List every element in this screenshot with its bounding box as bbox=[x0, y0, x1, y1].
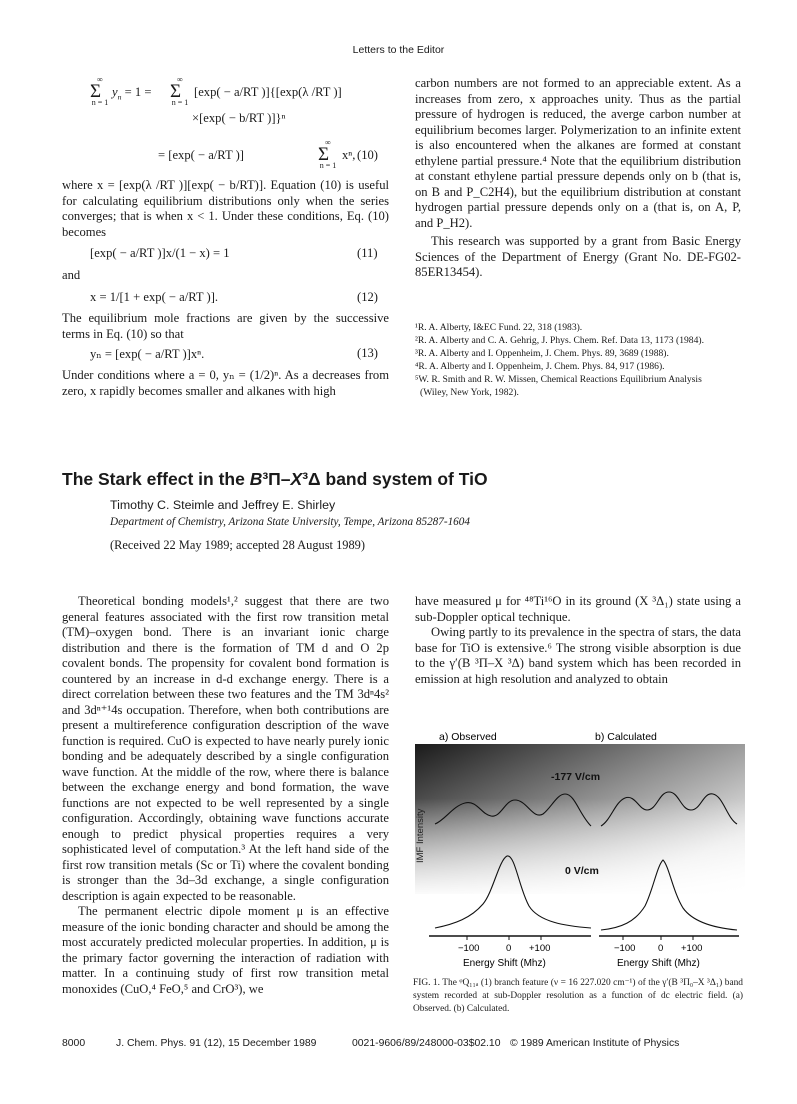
figure-1 bbox=[405, 728, 745, 973]
x-tick-label: +100 bbox=[529, 943, 551, 954]
sum-upper-limit: ∞ bbox=[97, 75, 103, 84]
equation-number: (12) bbox=[357, 290, 378, 304]
journal-code: 0021-9606/89/248000-03$02.10 bbox=[352, 1038, 501, 1049]
body-right-column bbox=[415, 594, 741, 687]
equation-number: (11) bbox=[357, 246, 378, 260]
acknowledgment: This research was supported by a grant from Basic Energy Sciences of the Department of Energy (Grant No. DE-FG02-85ER13454). bbox=[415, 234, 741, 279]
equation-12: x = 1/[1 + exp( − a/RT )]. bbox=[90, 290, 219, 304]
equation-10-lhs: $y_n = 1$ = bbox=[112, 85, 152, 102]
page-number: 8000 bbox=[62, 1038, 86, 1049]
authors: Timothy C. Steimle and Jeffrey E. Shirley bbox=[110, 498, 336, 512]
paragraph: Under conditions where a = 0, yₙ = (1/2)ⁿ. As a decreases from zero, x rapidly becomes smaller and alkanes with high bbox=[62, 368, 389, 398]
x-tick-label: −100 bbox=[458, 943, 480, 954]
equation-10-block: ∞ Σ n = 1 $y_n = 1$ = ∞ Σ n = 1 [exp( − a/RT )]{[exp(λ /RT )] ×[exp( − b/RT )]}ⁿ = [exp( − a/RT )] ∞ Σ n = 1 xⁿ, bbox=[90, 75, 356, 170]
body-left-column bbox=[62, 594, 389, 997]
x-axis-label-b: Energy Shift (Mhz) bbox=[617, 958, 700, 969]
journal-citation: J. Chem. Phys. 91 (12), 15 December 1989 bbox=[116, 1038, 317, 1049]
equation-number: (13) bbox=[357, 346, 378, 360]
panel-a-label: a) Observed bbox=[439, 731, 497, 743]
equation-13: yₙ = [exp( − a/RT )]xⁿ. bbox=[90, 347, 205, 361]
affiliation: Department of Chemistry, Arizona State University, Tempe, Arizona 85287-1604 bbox=[110, 516, 470, 528]
equation-10-line1-rhs: [exp( − a/RT )]{[exp(λ /RT )] bbox=[194, 85, 342, 99]
figure-1-graphic bbox=[405, 728, 745, 973]
equation-10-line3-rhs: xⁿ, bbox=[342, 148, 356, 162]
paragraph: The equilibrium mole fractions are given by the successive terms in Eq. (10) so that bbox=[62, 311, 389, 341]
reference-item: (Wiley, New York, 1982). bbox=[420, 387, 519, 398]
reference-item: ³R. A. Alberty and I. Oppenheim, J. Chem. Phys. 89, 3689 (1988). bbox=[415, 348, 669, 359]
paragraph: carbon numbers are not formed to an appreciable extent. As a increases from zero, x approaches unity. Thus as the partial pressure of hydrogen is reduced, the averge carbon number at equilibrium becomes larger. Polymerization to an infinite extent is also encountered when the alkanes are formed at constant ethylene partial pressure.⁴ Note that the equilibrium distribution at constant ethylene partial pressure depends only on b (that is, on B and P_C2H4), but the equilibrium distribution at constant hydrogen partial pressure depends only on a (that is, on A, P, and P_H2). bbox=[415, 76, 741, 230]
equation-11: [exp( − a/RT )]x/(1 − x) = 1 bbox=[90, 246, 230, 260]
reference-item: ²R. A. Alberty and C. A. Gehrig, J. Phys. Chem. Ref. Data 13, 1173 (1984). bbox=[415, 335, 704, 346]
x-tick-label: −100 bbox=[614, 943, 636, 954]
reference-item: ¹R. A. Alberty, I&EC Fund. 22, 318 (1983). bbox=[415, 322, 583, 333]
field-label-zero: 0 V/cm bbox=[565, 865, 599, 877]
reference-item: ⁵W. R. Smith and R. W. Missen, Chemical Reactions Equilibrium Analysis bbox=[415, 374, 702, 385]
paragraph: have measured μ for ⁴⁸Ti¹⁶O in its ground (X ³Δ₁) state using a sub-Doppler optical technique. bbox=[415, 594, 741, 624]
equation-10-line2: ×[exp( − b/RT )]}ⁿ bbox=[192, 111, 286, 125]
running-head: Letters to the Editor bbox=[352, 44, 445, 56]
paragraph: Theoretical bonding models¹,² suggest that there are two general features associated with the first row transition metal (TM)–oxygen bond. There is an invariant ionic charge distribution and there is the formation of TM d and O 2p covalent bonds. The propensity for covalent bond formation is countered by an increase in d-d exchange energy. There is a direct correlation between these two features and the TM 3dⁿ4s² and 3dⁿ⁺¹4s occupation. Therefore, when both contributions are present a multireference configuration description of the wave function is required. CuO is expected to have nearly purely ionic bonding and be adequately described by a single configuration wave function. At the middle of the row, where there is balance between the exchange energy and bond formation, the wave functions are not expected to be well represented by a single configuration. Accordingly, obtaining wave functions accurate enough to predict physical properties requires a very sophisticated level of computation.³ At the left hand side of the first row transition metals (Sc or Ti) where the covalent bonding is stronger than the 3d–3d exchange, a single configuration description is again expected to be reasonable. bbox=[62, 594, 389, 903]
article-title: The Stark effect in the B³Π–X³Δ band system of TiO bbox=[62, 469, 488, 489]
field-label-high: -177 V/cm bbox=[551, 771, 601, 783]
equation-10-line3-lhs: = [exp( − a/RT )] bbox=[158, 148, 244, 162]
paragraph: where x = [exp(λ /RT )][exp( − b/RT)]. Equation (10) is useful for calculating equilibrium distributions only when the series converges; that is when x < 1. Under these conditions, Eq. (10) becomes bbox=[62, 178, 389, 239]
paragraph: The permanent electric dipole moment μ is an effective measure of the ionic bonding character and should be among the most accurately predicted molecular properties. In addition, μ is the primary factor governing the interaction of radiation with matter. In a continuing study of first row transition metal monoxides (CuO,⁴ FeO,⁵ and CrO³), we bbox=[62, 904, 389, 996]
x-tick-label: 0 bbox=[658, 943, 664, 954]
y-axis-label: IMF Intensity bbox=[415, 808, 426, 863]
conjunction: and bbox=[62, 268, 81, 282]
reference-item: ⁴R. A. Alberty and I. Oppenheim, J. Chem. Phys. 84, 917 (1986). bbox=[415, 361, 665, 372]
paragraph: Owing partly to its prevalence in the spectra of stars, the data base for TiO is extensive.⁶ The strong visible absorption is due to the γ′(B ³Π–X ³Δ) band system which has been recorded in emission at high resolution and analyzed to obtain bbox=[415, 625, 741, 686]
received-date: (Received 22 May 1989; accepted 28 August 1989) bbox=[110, 538, 365, 552]
x-axis-label-a: Energy Shift (Mhz) bbox=[463, 958, 546, 969]
panel-b-label: b) Calculated bbox=[595, 731, 657, 743]
sum-symbol: Σ bbox=[90, 81, 102, 102]
copyright: © 1989 American Institute of Physics bbox=[510, 1038, 680, 1049]
sum-lower-limit: n = 1 bbox=[91, 98, 109, 107]
x-tick-label: 0 bbox=[506, 943, 512, 954]
reference-list bbox=[415, 321, 745, 399]
equation-number: (10) bbox=[357, 148, 378, 162]
x-tick-label: +100 bbox=[681, 943, 703, 954]
figure-caption: FIG. 1. The ᵠQ₁₁ₐ (1) branch feature (ν = 16 227.020 cm⁻¹) of the γ′(B ³Π₀–X ³Δ₁) band system recorded at sub-Doppler resolution as a function of dc electric field. (a) Observed. (b) Calculated. bbox=[413, 978, 743, 1014]
